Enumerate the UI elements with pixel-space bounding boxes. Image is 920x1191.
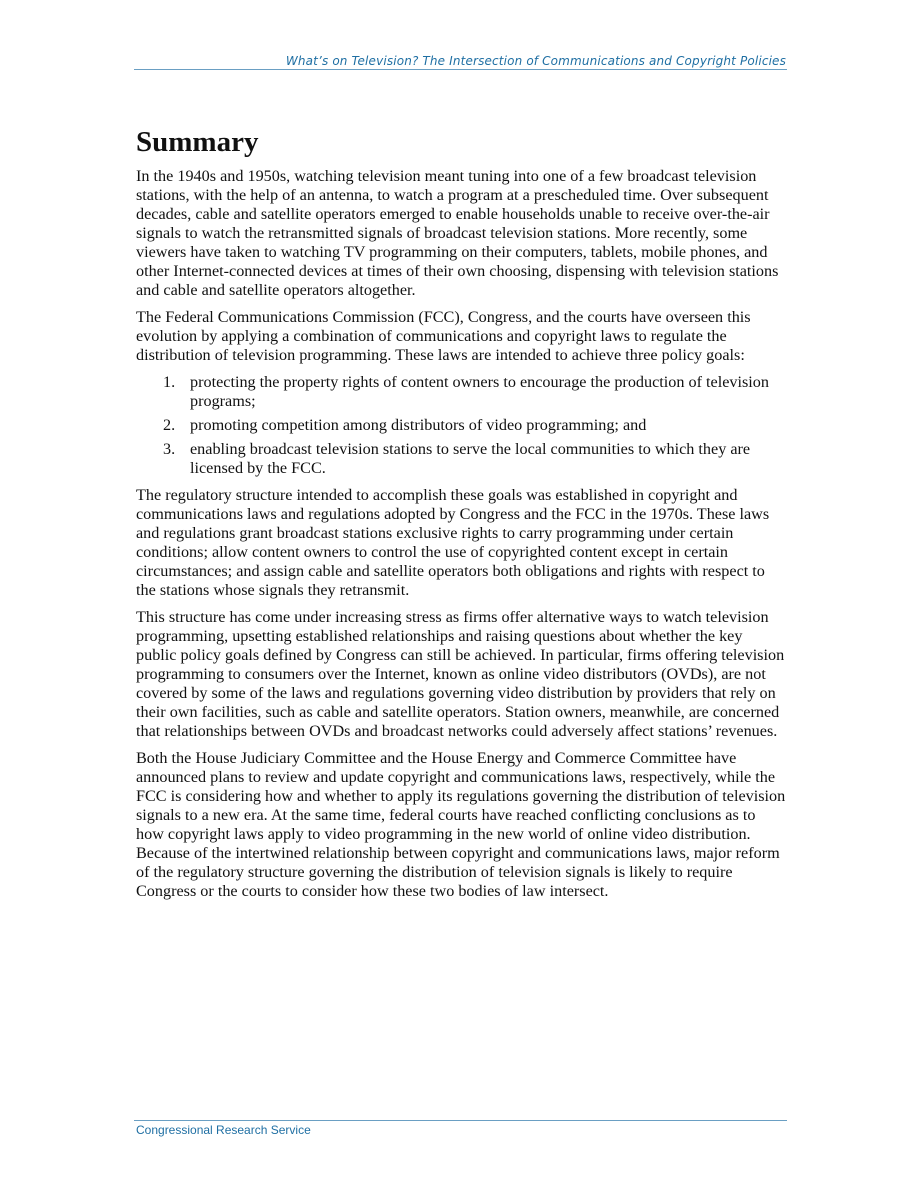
- list-item-text: protecting the property rights of content owners to encourage the production of television programs;: [190, 373, 769, 410]
- list-item-text: enabling broadcast television stations to serve the local communities to which they are licensed by the FCC.: [190, 440, 751, 477]
- list-number: 2.: [163, 416, 176, 434]
- summary-paragraph-5: Both the House Judiciary Committee and the House Energy and Commerce Committee have announced plans to review and update copyright and communications laws, respectively, while the FCC is considering how and whether to apply its regulations governing the distribution of television signals to a new era. At the same time, federal courts have reached conflicting conclusions as to how copyright laws apply to video programming in the new world of online video distribution. Because of the intertwined relationship between copyright and communications laws, major reform of the regulatory structure governing the distribution of television signals is likely to require Congress or the courts to consider how these two bodies of law intersect.: [136, 749, 786, 900]
- summary-paragraph-3: The regulatory structure intended to accomplish these goals was established in copyright and communications laws and regulations adopted by Congress and the FCC in the 1970s. These laws and regulations grant broadcast stations exclusive rights to carry programming under certain conditions; allow content owners to control the use of copyrighted content except in certain circumstances; and assign cable and satellite operators both obligations and rights with respect to the stations whose signals they retransmit.: [136, 486, 770, 599]
- summary-paragraph-4: This structure has come under increasing stress as firms offer alternative ways to watch television programming, upsetting established relationships and raising questions about whether the key public policy goals defined by Congress can still be achieved. In particular, firms offering television programming to consumers over the Internet, known as online video distributors (OVDs), are not covered by some of the laws and regulations governing video distribution by providers that rely on their own facilities, such as cable and satellite operators. Station owners, meanwhile, are concerned that relationships between OVDs and broadcast networks could adversely affect stations’ revenues.: [136, 608, 785, 740]
- policy-goal-item: [136, 440, 786, 478]
- header-divider: [134, 69, 787, 70]
- summary-paragraph-1: In the 1940s and 1950s, watching television meant tuning into one of a few broadcast television stations, with the help of an antenna, to watch a program at a prescheduled time. Over subsequent decades, cable and satellite operators emerged to enable households unable to receive over-the-air signals to watch the retransmitted signals of broadcast television stations. More recently, some viewers have taken to watching TV programming on their computers, tablets, mobile phones, and other Internet-connected devices at times of their own choosing, dispensing with television stations and cable and satellite operators altogether.: [136, 167, 779, 299]
- list-number: 3.: [163, 440, 176, 458]
- policy-goal-item: [136, 373, 786, 411]
- policy-goals-list: [136, 373, 786, 478]
- summary-paragraph-2: The Federal Communications Commission (FCC), Congress, and the courts have overseen this evolution by applying a combination of communications and copyright laws to regulate the distribution of television programming. These laws are intended to achieve three policy goals:: [136, 308, 751, 364]
- footer-organization: Congressional Research Service: [136, 1123, 311, 1137]
- section-title: Summary: [136, 126, 259, 158]
- footer-divider: [134, 1120, 787, 1121]
- list-item-text: promoting competition among distributors of video programming; and: [190, 416, 647, 434]
- policy-goal-item: [136, 416, 786, 435]
- running-header-title: What’s on Television? The Intersection of Communications and Copyright Policies: [285, 54, 786, 68]
- summary-section: [136, 124, 786, 909]
- list-number: 1.: [163, 373, 176, 391]
